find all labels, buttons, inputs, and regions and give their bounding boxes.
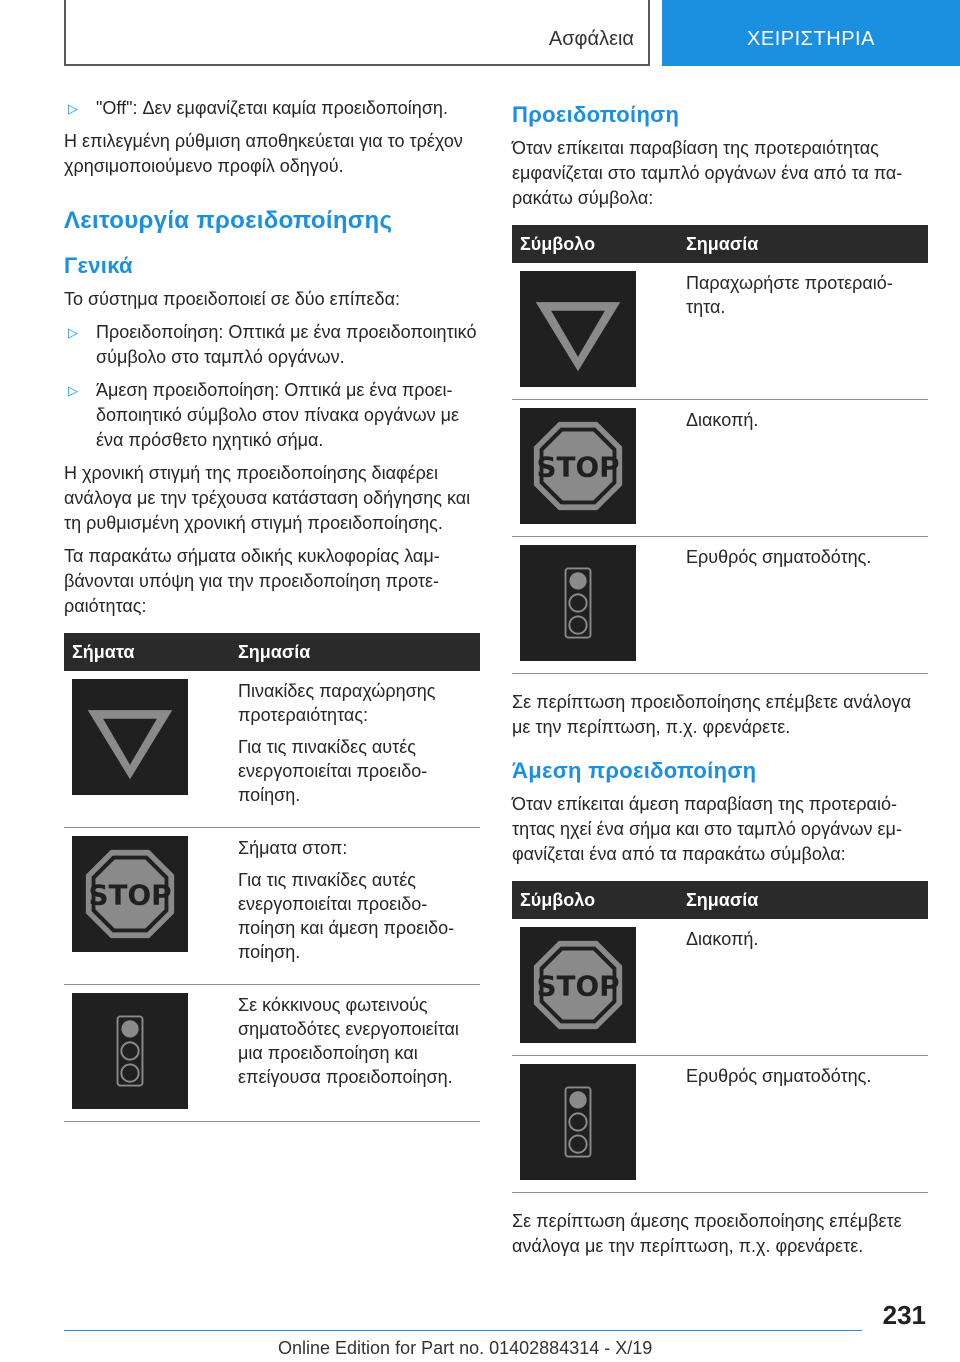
table-row (512, 919, 928, 1056)
table-row (64, 828, 480, 985)
table-cell-text: Διακοπή. (686, 410, 759, 430)
table-cell-text: Διακοπή. (686, 929, 759, 949)
stop-sign-icon (520, 408, 636, 524)
list-item: ▷ "Off": Δεν εμφανίζεται καμία προειδοποίηση. (64, 96, 480, 121)
paragraph: Σε περίπτωση άμεσης προειδοποίησης επέμβετε ανάλογα με την περίπτωση, π.χ. φρενάρετε. (512, 1211, 902, 1256)
manual-title: ΧΕΙΡΙΣΤΗΡΙΑ (747, 28, 875, 50)
table-row (512, 1056, 928, 1193)
svg-text:STOP: STOP (536, 969, 620, 1003)
table-cell-text: Ερυθρός σηματοδότης. (686, 547, 872, 567)
traffic-light-icon (72, 993, 188, 1109)
paragraph: Η χρονική στιγμή της προειδοποίησης διαφέρει ανάλογα με την τρέχουσα κατάσταση οδήγησης και τη ρυθμισμένη χρονική στιγμή προειδοποίησης. (64, 463, 471, 533)
footer-divider (64, 1330, 862, 1331)
paragraph: Το σύστημα προειδοποιεί σε δύο επίπεδα: (64, 289, 400, 309)
table-cell-text: Για τις πινακίδες αυτές ενεργοποιείται προειδοποίηση και άμεση προειδοποίηση. (238, 870, 455, 962)
header-manual-box (662, 0, 960, 66)
warning-symbols-table (512, 225, 928, 674)
stop-sign-icon (520, 927, 636, 1043)
table-row (64, 671, 480, 828)
table-cell-text: Για τις πινακίδες αυτές ενεργοποιείται προειδοποίηση. (238, 737, 428, 805)
paragraph: Όταν επίκειται παραβίαση της προτεραιότητας εμφανίζεται στο ταμπλό οργάνων ένα από τα παρακάτω σύμβολα: (512, 138, 903, 208)
signs-table (64, 633, 480, 1122)
urgent-symbols-table (512, 881, 928, 1193)
table-cell-text: Πινακίδες παραχώρησης προτεραιότητας: (238, 681, 436, 725)
table-row (512, 537, 928, 674)
triangle-bullet-icon: ▷ (68, 325, 78, 340)
table-header-cell: Σήματα (64, 633, 230, 671)
paragraph: Σε περίπτωση προειδοποίησης επέμβετε ανάλογα με την περίπτωση, π.χ. φρενάρετε. (512, 692, 912, 737)
table-cell-text: Ερυθρός σηματοδότης. (686, 1066, 872, 1086)
table-row (512, 400, 928, 537)
yield-sign-icon (520, 271, 636, 387)
traffic-light-icon (520, 1064, 636, 1180)
list-item: ▷ Προειδοποίηση: Οπτικά με ένα προειδοποιητικό σύμβολο στο ταμπλό οργάνων. (68, 322, 477, 367)
section-title: Ασφάλεια (548, 28, 634, 50)
paragraph: Όταν επίκειται άμεση παραβίαση της προτεραιότητας ηχεί ένα σήμα και στο ταμπλό οργάνων εμφανίζεται ένα από τα παρακάτω σύμβολα: (512, 794, 902, 864)
table-header-cell: Σημασία (678, 225, 928, 263)
list-item: ▷ Άμεση προειδοποίηση: Οπτικά με ένα προειδοποιητικό σύμβολο στον πίνακα οργάνων με ένα πρόσθετο ηχητικό σήμα. (68, 380, 460, 450)
paragraph: Τα παρακάτω σήματα οδικής κυκλοφορίας λαμβάνονται υπόψη για την προειδοποίηση προτεραιότητας: (64, 546, 440, 616)
svg-text:STOP: STOP (88, 878, 172, 912)
yield-sign-icon (72, 679, 188, 795)
table-row (512, 263, 928, 400)
footer-edition-text: Online Edition for Part no. 01402884314 - X/19 (278, 1338, 653, 1358)
traffic-light-icon (520, 545, 636, 661)
table-cell-text: Σε κόκκινους φωτεινούς σηματοδότες ενεργοποιείται μια προειδοποίηση και επείγουσα προειδοποίηση. (238, 995, 459, 1087)
table-header-row (512, 881, 928, 919)
table-header-cell: Σημασία (230, 633, 480, 671)
triangle-bullet-icon: ▷ (68, 101, 78, 116)
subheading-warning: Προειδοποίηση (512, 102, 680, 127)
svg-text:STOP: STOP (536, 450, 620, 484)
table-header-row (512, 225, 928, 263)
table-header-cell: Σύμβολο (512, 225, 678, 263)
table-header-cell: Σύμβολο (512, 881, 678, 919)
page-number: 231 (882, 1300, 926, 1330)
subheading-urgent-warning: Άμεση προειδοποίηση (512, 758, 757, 783)
table-cell-text: Παραχωρήστε προτεραιότητα. (686, 273, 893, 317)
header-section-box (64, 0, 650, 66)
right-column (512, 96, 928, 1267)
paragraph: Η επιλεγμένη ρύθμιση αποθηκεύεται για το τρέχον χρησιμοποιούμενο προφίλ οδηγού. (64, 131, 463, 176)
stop-sign-icon (72, 836, 188, 952)
table-cell-text: Σήματα στοπ: (238, 838, 348, 858)
triangle-bullet-icon: ▷ (68, 383, 78, 398)
table-row (64, 985, 480, 1122)
left-column (64, 96, 480, 1132)
table-header-row (64, 633, 480, 671)
table-header-cell: Σημασία (678, 881, 928, 919)
subheading-general: Γενικά (64, 253, 133, 278)
section-heading: Λειτουργία προειδοποίησης (64, 207, 393, 234)
